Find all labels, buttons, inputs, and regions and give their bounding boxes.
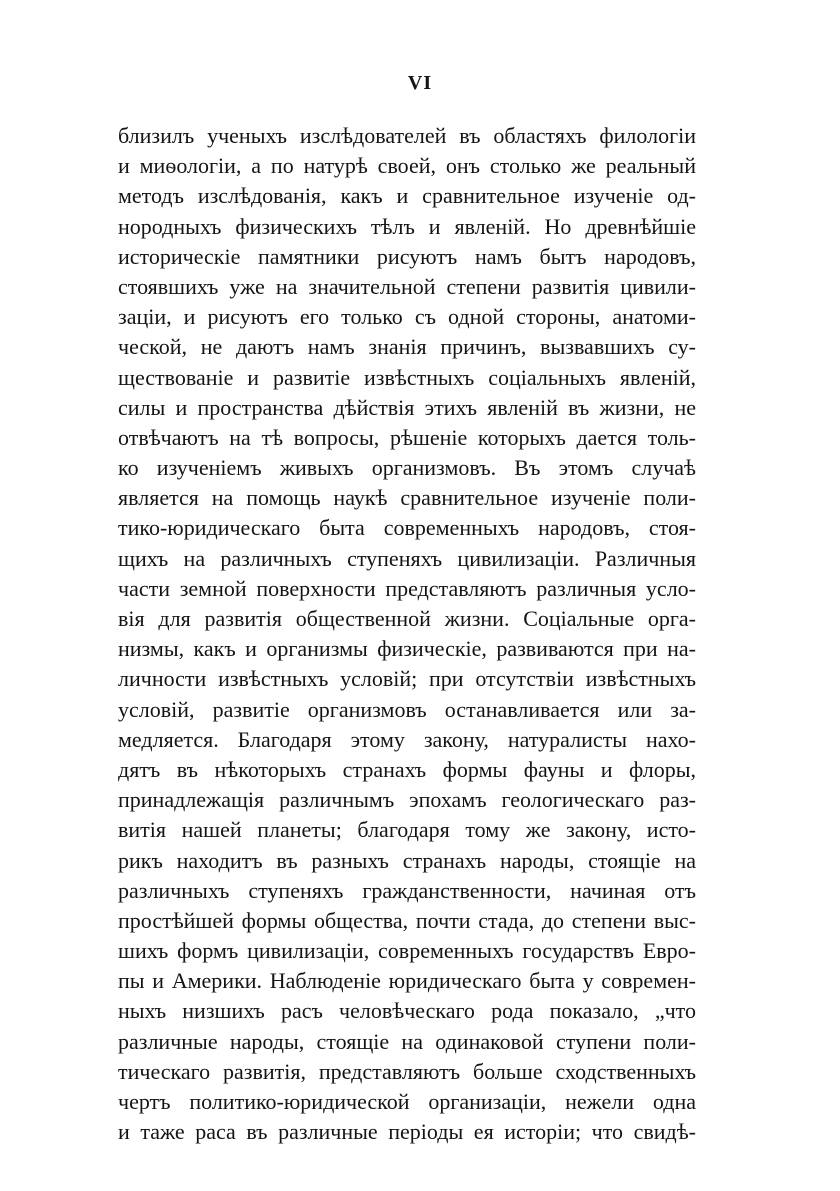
text-line: личности извѣстныхъ условій; при отсутствіи извѣстныхъ [118, 666, 696, 692]
text-line: ческой, не даютъ намъ знанія причинъ, вызвавшихъ су- [118, 334, 696, 360]
text-line: тико-юридическаго быта современныхъ народовъ, стоя- [118, 515, 696, 541]
text-line: ществованіе и развитіе извѣстныхъ соціальныхъ явленій, [118, 364, 696, 390]
text-line: отвѣчаютъ на тѣ вопросы, рѣшеніе которыхъ дается толь- [118, 424, 696, 450]
text-line: различныхъ ступеняхъ гражданственности, начиная отъ [118, 877, 696, 903]
text-line: принадлежащія различнымъ эпохамъ геологическаго раз- [118, 787, 696, 813]
text-line: методъ изслѣдованія, какъ и сравнительное изученіе од- [118, 183, 696, 209]
text-line: историческіе памятники рисуютъ намъ бытъ народовъ, [118, 243, 696, 269]
text-line: дятъ въ нѣкоторыхъ странахъ формы фауны и флоры, [118, 756, 696, 782]
text-line: вія для развитія общественной жизни. Соціальные орга- [118, 606, 696, 631]
text-line: тическаго развитія, представляютъ больше сходственныхъ [118, 1058, 696, 1084]
text-line: простѣйшей формы общества, почти стада, до степени выс- [118, 907, 696, 933]
text-line: ныхъ низшихъ расъ человѣческаго рода показало, „что [118, 998, 696, 1024]
text-line: шихъ формъ цивилизаціи, современныхъ государствъ Евро- [118, 938, 696, 964]
body-text [118, 121, 696, 1147]
text-line: медляется. Благодаря этому закону, натуралисты нахо- [118, 726, 696, 752]
text-line: условій, развитіе организмовъ останавливается или за- [118, 696, 696, 722]
text-line: рикъ находитъ въ разныхъ странахъ народы, стоящіе на [118, 847, 696, 873]
text-line: низмы, какъ и организмы физическіе, развиваются при на- [118, 636, 696, 662]
text-line: различные народы, стоящіе на одинаковой ступени поли- [118, 1028, 696, 1054]
text-line: и миѳологіи, а по натурѣ своей, онъ столько же реальный [118, 153, 696, 179]
text-line: щихъ на различныхъ ступеняхъ цивилизаціи. Различныя [118, 545, 696, 571]
text-line: части земной поверхности представляютъ различныя усло- [118, 575, 696, 601]
text-line: является на помощь наукѣ сравнительное изученіе поли- [118, 485, 696, 511]
text-line: витія нашей планеты; благодаря тому же закону, исто- [118, 817, 696, 843]
text-line: заціи, и рисуютъ его только съ одной стороны, анатоми- [118, 304, 696, 330]
text-line: близилъ ученыхъ изслѣдователей въ областяхъ филологіи [118, 123, 696, 148]
page-number: VI [407, 72, 433, 94]
text-line: стоявшихъ уже на значительной степени развитія цивили- [118, 273, 696, 299]
text-line: силы и пространства дѣйствія этихъ явленій въ жизни, не [118, 394, 696, 420]
text-line: ко изученіемъ живыхъ организмовъ. Въ этомъ случаѣ [118, 455, 696, 481]
text-line: и таже раса въ различные періоды ея исторіи; что свидѣ- [118, 1119, 696, 1145]
text-line: пы и Америки. Наблюденіе юридическаго быта у современ- [118, 968, 696, 994]
text-line: нородныхъ физическихъ тѣлъ и явленій. Но древнѣйшіе [118, 213, 696, 239]
text-line: чертъ политико-юридической организаціи, нежели одна [118, 1089, 696, 1114]
